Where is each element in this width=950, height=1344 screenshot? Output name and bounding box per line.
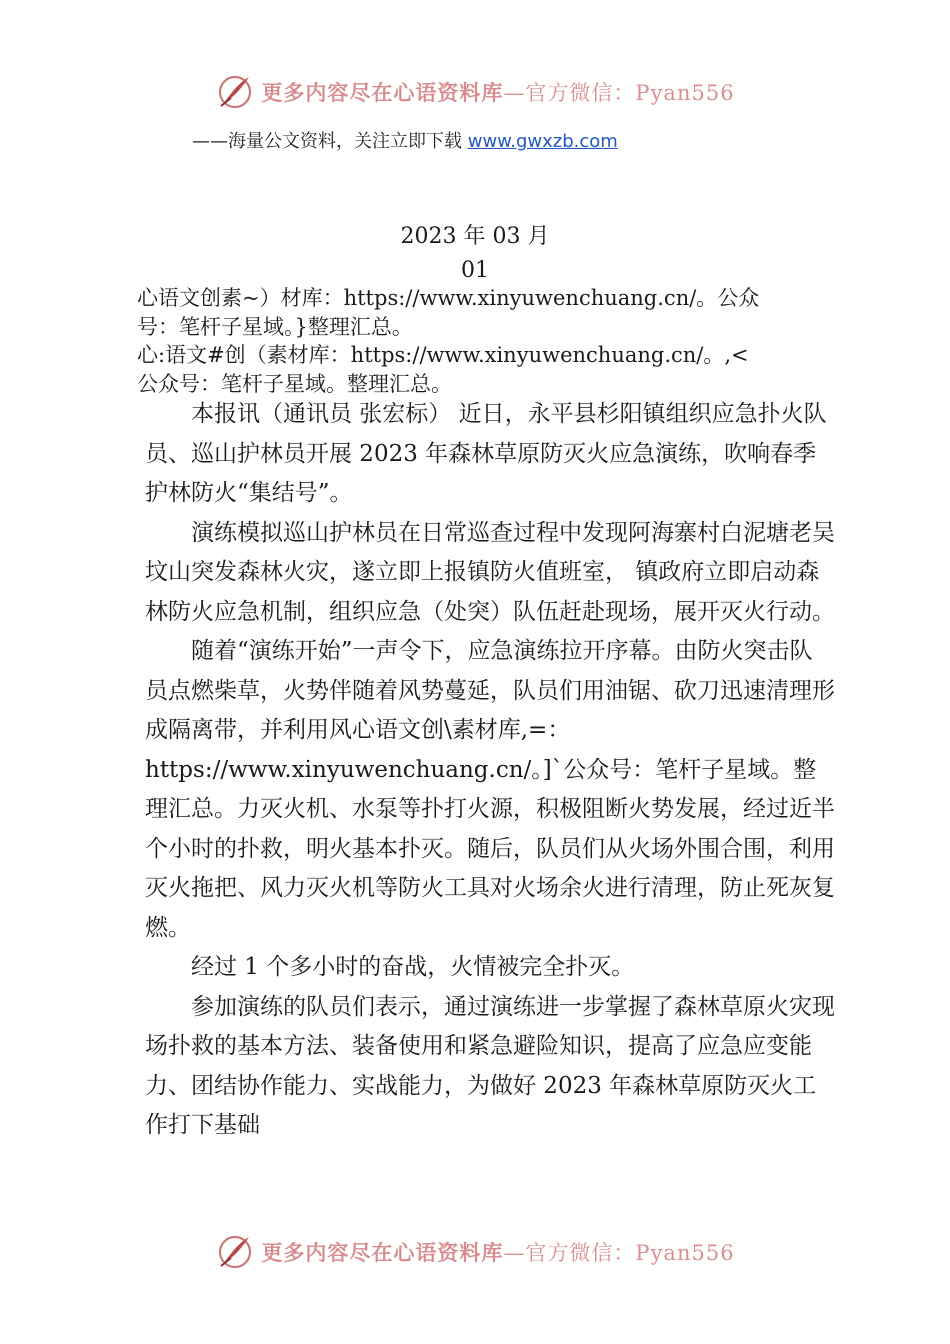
footer-banner-main: 更多内容尽在心语资料库 <box>261 1240 504 1265</box>
article-paragraph-4: 经过 1 个多小时的奋战，火情被完全扑灭。 <box>191 954 635 980</box>
footer-banner <box>0 1230 950 1274</box>
feather-logo-icon <box>215 72 255 112</box>
subline-text: ——海量公文资料，关注立即下载 <box>192 131 468 152</box>
source-note-2-line-1: 心:语文#创（素材库：https://www.xinyuwenchuang.cn/。,< <box>137 343 749 367</box>
source-note-2-line-2: 公众号：笔杆子星域。整理汇总。 <box>137 372 452 396</box>
article-body <box>145 395 835 1146</box>
download-subline <box>192 127 618 153</box>
footer-banner-wechat: —官方微信：Pyan556 <box>503 1241 735 1265</box>
header-banner-wechat: —官方微信：Pyan556 <box>503 81 735 105</box>
article-paragraph-2: 演练模拟巡山护林员在日常巡查过程中发现阿海寨村白泥塘老吴坟山突发森林火灾，遂立即上报镇防火值班室， 镇政府立即启动森林防火应急机制，组织应急（处突）队伍赶赴现场，展开灭火行动。 <box>145 519 835 625</box>
document-date <box>0 220 950 288</box>
website-link[interactable]: www.gwxzb.com <box>467 131 618 152</box>
article-paragraph-1: 本报讯（通讯员 张宏标） 近日，永平县杉阳镇组织应急扑火队员、巡山护林员开展 2023 年森林草原防灭火应急演练，吹响春季护林防火“集结号”。 <box>145 401 827 506</box>
source-note-2 <box>137 341 837 399</box>
source-note-1 <box>137 284 837 342</box>
header-banner-text <box>261 77 734 107</box>
article-paragraph-3: 随着“演练开始”一声令下，应急演练拉开序幕。由防火突击队员点燃柴草，火势伴随着风势蔓延，队员们用油锯、砍刀迅速清理形成隔离带，并利用风心语文创\素材库,=：https://www.xinyuwenchuang.cn/。]`公众号：笔杆子星域。整理汇总。力灭火机、水泵等扑打火源，积极阻断火势发展，经过近半个小时的扑救，明火基本扑灭。随后，队员们从火场外围合围，利用灭火拖把、风力灭火机等防火工具对火场余火进行清理，防止死灰复燃。 <box>145 638 835 941</box>
footer-banner-text <box>261 1237 734 1267</box>
header-banner-main: 更多内容尽在心语资料库 <box>261 80 504 105</box>
source-note-1-line-1: 心语文创素~）材库：https://www.xinyuwenchuang.cn/。公众 <box>137 286 760 310</box>
feather-logo-icon <box>215 1232 255 1272</box>
header-banner <box>0 70 950 114</box>
date-line-2: 01 <box>461 258 489 283</box>
date-line-1: 2023 年 03 月 <box>400 224 550 249</box>
source-note-1-line-2: 号：笔杆子星域。}整理汇总。 <box>137 315 413 339</box>
article-paragraph-5: 参加演练的队员们表示，通过演练进一步掌握了森林草原火灾现场扑救的基本方法、装备使用和紧急避险知识，提高了应急应变能力、团结协作能力、实战能力，为做好 2023 年森林草原防灭火工作打下基础 <box>145 993 835 1138</box>
